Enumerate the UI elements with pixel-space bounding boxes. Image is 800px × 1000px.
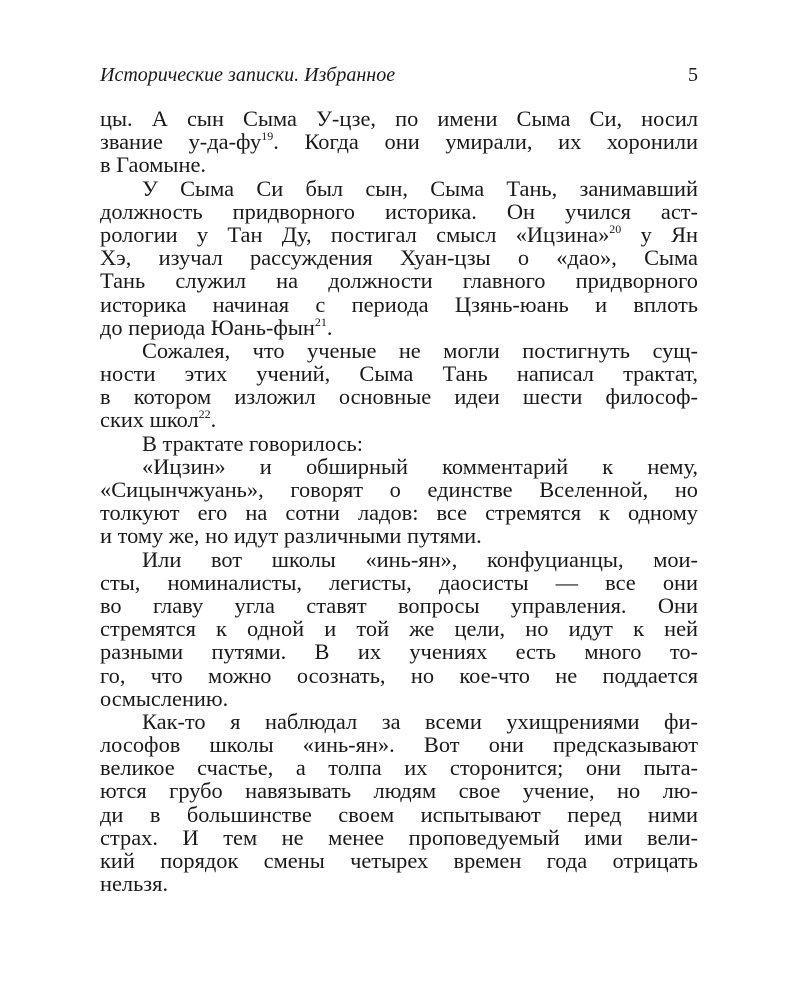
text-line: У Сыма Си был сын, Сыма Тань, занимавший xyxy=(142,175,698,201)
running-header xyxy=(100,62,698,88)
text-line: В трактате говорилось: xyxy=(142,430,363,456)
text-line: звание $у-да-фу^{19}$. Когда они умирали, их хоронили xyxy=(100,129,698,155)
text-line: и тому же, но идут различными путями. xyxy=(100,523,482,549)
text-line: Тань служил на должности главного придворного xyxy=(100,268,698,294)
footnote-ref: 20 xyxy=(609,221,622,236)
text-line: «Ицзин» и обширный комментарий к нему, xyxy=(142,453,698,479)
running-title: Исторические записки. Избранное xyxy=(100,64,396,86)
text-line: ди в большинстве своем испытывают перед ними xyxy=(100,801,698,827)
text-line: «Сицынчжуань», говорят о единстве Вселенной, но xyxy=(100,477,698,502)
text-line: разными путями. В их учениях есть много то- xyxy=(100,639,698,665)
footnote-ref: 21 xyxy=(314,314,327,329)
text-line: осмыслению. xyxy=(100,685,229,711)
text-line: ности этих учений, Сыма Тань написал трактат, xyxy=(100,361,698,387)
text-line: в котором изложил основные идеи шести философ- xyxy=(100,384,698,410)
text-line: ских школ$^{22}$. xyxy=(100,407,217,433)
text-line: Сожалея, что ученые не могли постигнуть сущ- xyxy=(142,337,698,363)
text-line: го, что можно осознать, но кое-что не поддается xyxy=(100,662,698,688)
text-line: стремятся к одной и той же цели, но идут к ней xyxy=(100,616,698,642)
footnote-ref: 22 xyxy=(198,407,211,422)
text-line: ются грубо навязывать людям свое учение, но лю- xyxy=(100,778,698,804)
text-line: кий порядок смены четырех времен года отрицать xyxy=(100,848,698,873)
text-line: великое счастье, а толпа их сторонится; они пыта- xyxy=(100,755,698,781)
text-line: рологии у Тан Ду, постигал смысл «Ицзина»$^{20}$ у Ян xyxy=(100,221,698,247)
text-line: должность придворного историка. Он учился аст- xyxy=(100,198,698,224)
text-line: Хэ, изучал рассуждения Хуан-цзы о «дао», Сыма xyxy=(100,245,698,271)
text-line: Или вот школы «инь-ян», конфуцианцы, мои- xyxy=(142,546,698,572)
footnote-ref: 19 xyxy=(261,129,274,144)
text-line: сты, номиналисты, легисты, даосисты — все они xyxy=(100,569,698,595)
text-line: лософов школы «инь-ян». Вот они предсказывают xyxy=(100,732,698,758)
body-text xyxy=(100,107,698,895)
text-line: нельзя. xyxy=(100,871,169,897)
text-line: историка начиная с периода Цзянь-юань и вплоть xyxy=(100,291,698,317)
page-number: 5 xyxy=(688,64,698,86)
text-line: во главу угла ставят вопросы управления. Они xyxy=(100,592,698,618)
text-line: страх. И тем не менее проповедуемый ими вели- xyxy=(100,824,698,850)
text-line: толкуют его на сотни ладов: все стремятся к одному xyxy=(100,500,698,526)
text-line: цы. А сын Сыма У-цзе, по имени Сыма Си, носил xyxy=(100,106,698,131)
text-line: Как-то я наблюдал за всеми ухищрениями фи- xyxy=(142,708,698,734)
text-line: в Гаомыне. xyxy=(100,152,206,178)
text-line: до периода Юань-фын$^{21}$. xyxy=(100,314,333,340)
